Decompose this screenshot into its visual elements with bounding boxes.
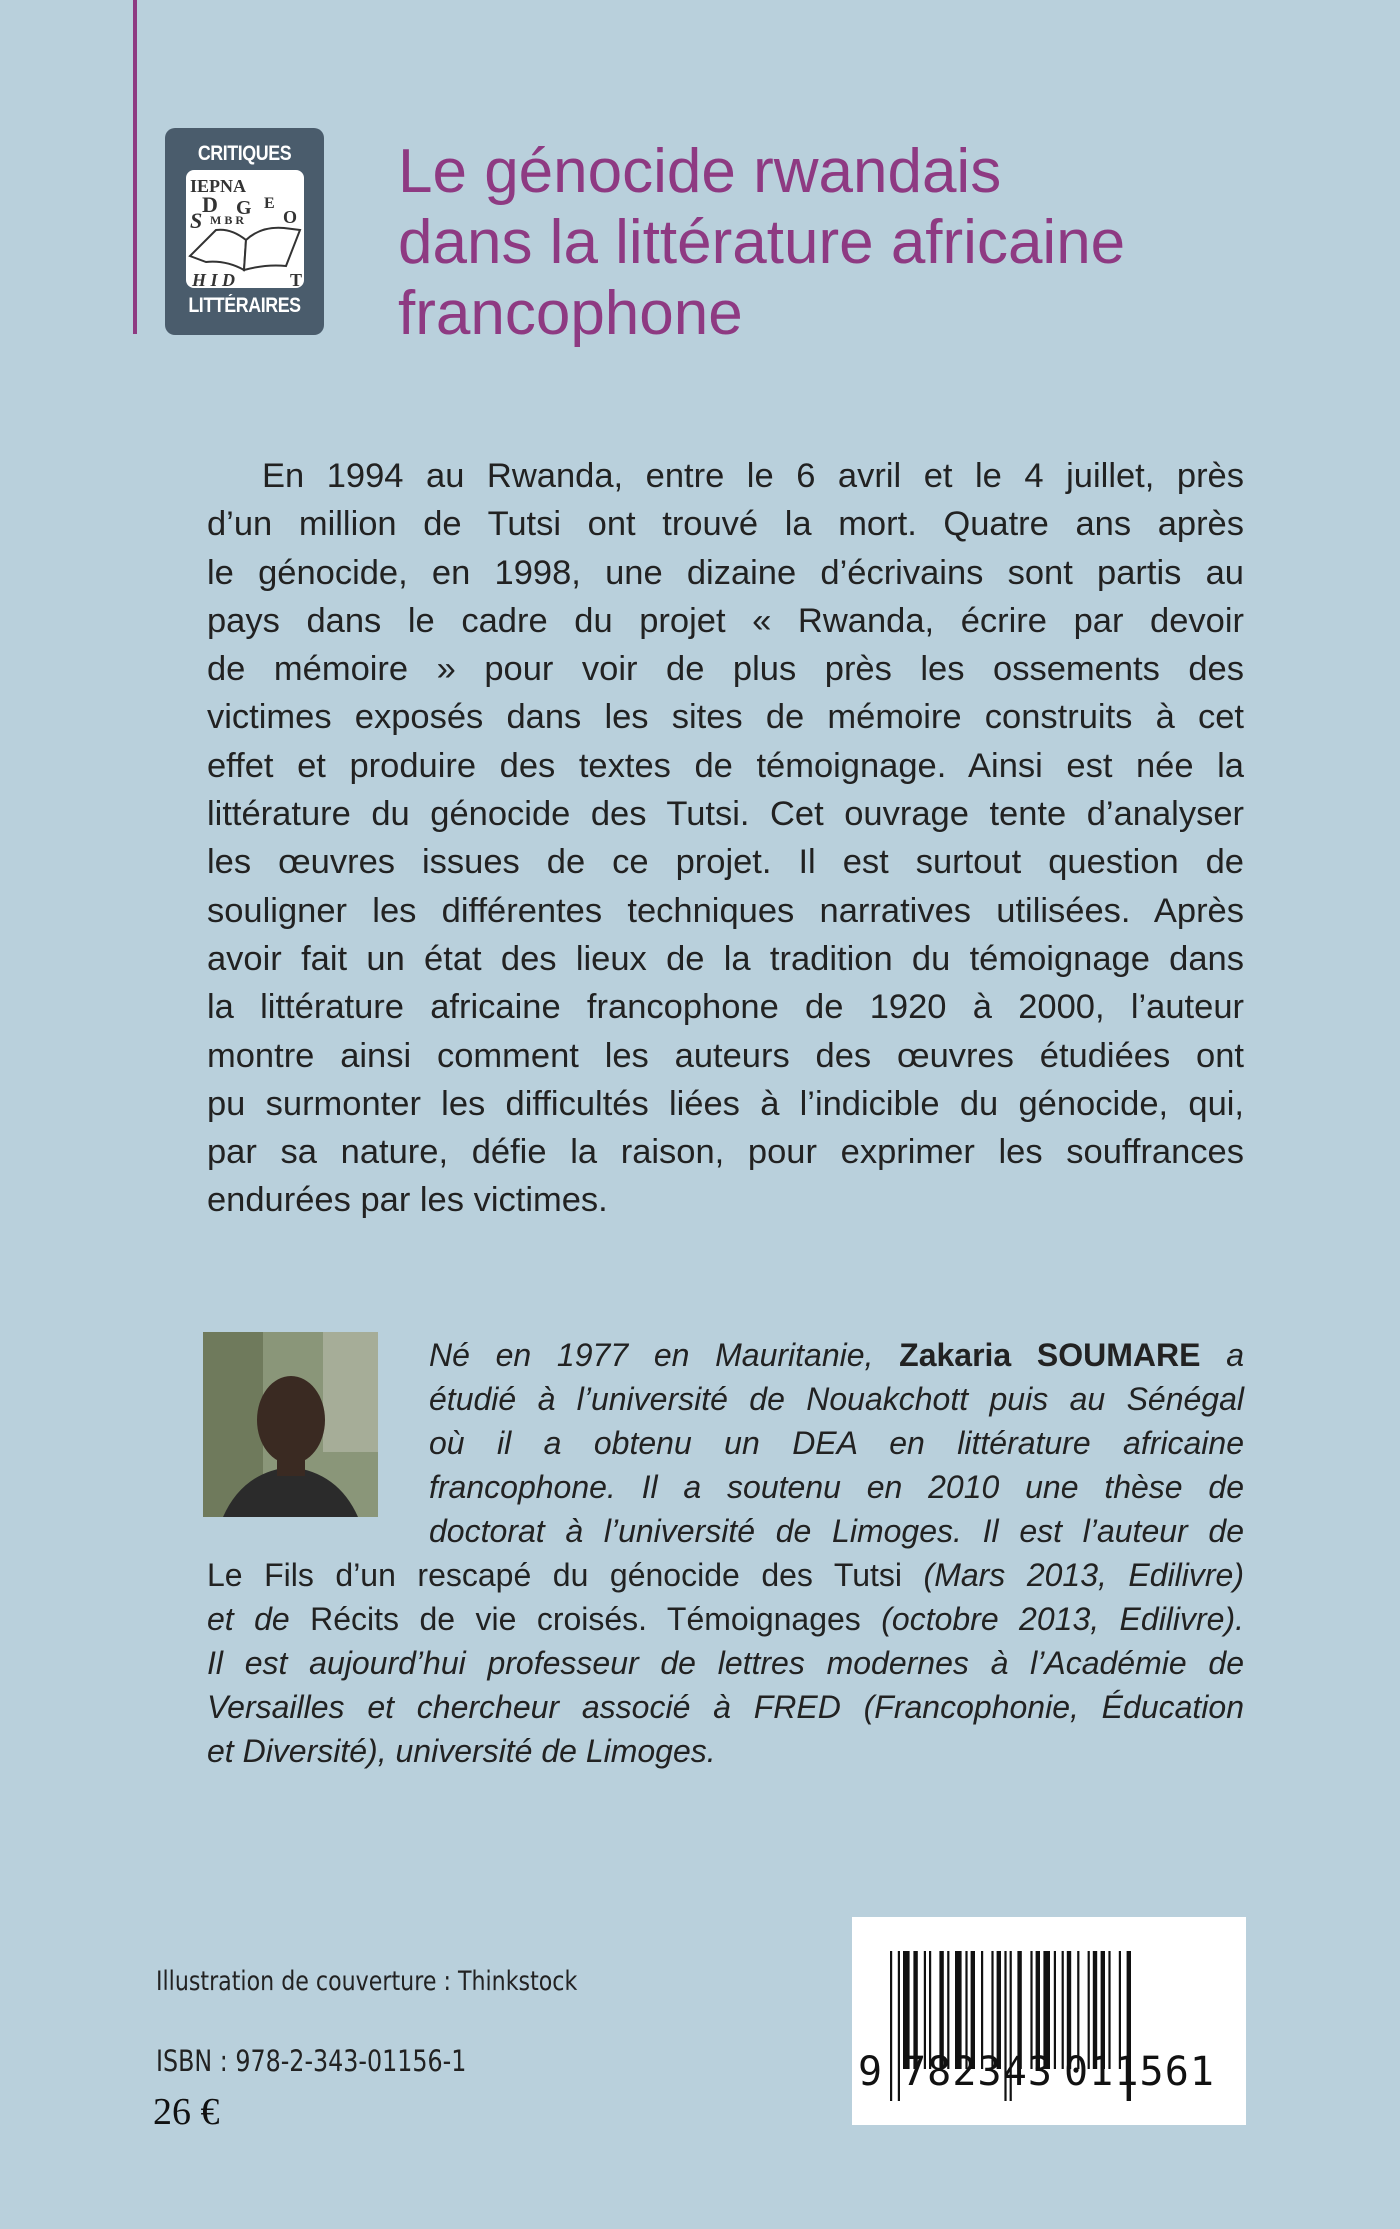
summary-line: pays dans le cadre du projet « Rwanda, écrire par devoir (207, 601, 1244, 640)
summary-line: la littérature africaine francophone de 1920 à 2000, l’auteur (207, 988, 1244, 1027)
summary-line: littérature du génocide des Tutsi. Cet ouvrage tente d’analyser (207, 795, 1244, 834)
barcode-bar (890, 1951, 892, 2101)
author-name: Zakaria SOUMARE (899, 1337, 1201, 1373)
svg-text:E: E (263, 195, 275, 212)
summary-line: les œuvres issues de ce projet. Il est surtout question de (207, 843, 1244, 882)
summary-line: souligner les différentes techniques narratives utilisées. Après (207, 891, 1244, 930)
price: 26 € (153, 2091, 220, 2133)
title-line: dans la littérature africaine (398, 208, 1126, 277)
bio-line: francophone. Il a soutenu en 2010 une thèse de (429, 1469, 1244, 1505)
author-bio-top (429, 1333, 1244, 1553)
svg-text:IEPNA: IEPNA (189, 176, 246, 196)
svg-text:H I D: H I D (191, 270, 235, 288)
book-title-2: Récits de vie croisés. Témoignages (310, 1601, 861, 1637)
accent-rule (133, 0, 137, 334)
summary-line: victimes exposés dans les sites de mémoire construits à cet (207, 698, 1244, 737)
svg-text:S: S (189, 208, 202, 233)
book-title (398, 136, 1125, 349)
bio-line: Il est aujourd’hui professeur de lettres modernes à l’Académie de (207, 1645, 1244, 1681)
series-logo-bottom: LITTÉRAIRES (188, 294, 301, 317)
summary-line: montre ainsi comment les auteurs des œuvres étudiées ont (207, 1036, 1244, 1075)
book-title-1: Le Fils d’un rescapé du génocide des Tutsi (207, 1557, 903, 1593)
summary-line: le génocide, en 1998, une dizaine d’écrivains sont partis au (207, 553, 1244, 592)
summary-line: par sa nature, défie la raison, pour exprimer les souffrances (207, 1133, 1244, 1172)
open-book-icon (186, 170, 304, 288)
bio-line: doctorat à l’université de Limoges. Il est l’auteur de (429, 1513, 1244, 1549)
bio-text: a (1200, 1337, 1245, 1373)
illustration-credit: Illustration de couverture : Thinkstock (156, 1966, 578, 1997)
summary-line: endurées par les victimes. (207, 1181, 608, 1220)
bio-line: et Diversité), université de Limoges. (207, 1733, 716, 1769)
barcode-digits-right: 011561 (1064, 2049, 1214, 2095)
isbn: ISBN : 978-2-343-01156-1 (156, 2044, 467, 2078)
bio-line: Versailles et chercheur associé à FRED (Francophonie, Éducation (207, 1689, 1244, 1725)
summary-line: avoir fait un état des lieux de la tradition du témoignage dans (207, 939, 1244, 978)
bio-text: et de (207, 1601, 311, 1637)
barcode-digit-first: 9 (858, 2049, 883, 2095)
summary-line: de mémoire » pour voir de plus près les ossements des (207, 650, 1244, 689)
bio-text: Né en 1977 en Mauritanie, (429, 1337, 900, 1373)
barcode-digits-left: 782343 (902, 2049, 1052, 2095)
barcode-bar (1054, 1951, 1056, 2069)
summary-line: pu surmonter les difficultés liées à l’indicible du génocide, qui, (207, 1084, 1244, 1123)
barcode-bar (898, 1951, 900, 2101)
title-line: Le génocide rwandais (398, 137, 1002, 206)
author-photo (203, 1332, 378, 1517)
bio-text: (Mars 2013, Edilivre) (902, 1557, 1245, 1593)
title-line: francophone (398, 279, 743, 348)
svg-text:M B R: M B R (209, 213, 244, 227)
bio-line: où il a obtenu un DEA en littérature africaine (429, 1425, 1244, 1461)
barcode (852, 1917, 1246, 2125)
author-bio-bottom (207, 1553, 1244, 1773)
series-logo-top: CRITIQUES (197, 142, 292, 165)
svg-text:O: O (282, 207, 297, 227)
summary-paragraph (207, 452, 1244, 1225)
svg-text:D: D (201, 192, 218, 217)
svg-text:T: T (289, 270, 302, 288)
svg-text:G: G (235, 197, 252, 219)
bio-line: étudié à l’université de Nouakchott puis au Sénégal (429, 1381, 1244, 1417)
summary-line: En 1994 au Rwanda, entre le 6 avril et le 4 juillet, près (262, 457, 1244, 495)
summary-line: effet et produire des textes de témoignage. Ainsi est née la (207, 746, 1244, 785)
series-logo (165, 128, 324, 335)
bio-text: (octobre 2013, Edilivre). (860, 1601, 1245, 1637)
summary-line: d’un million de Tutsi ont trouvé la mort. Quatre ans après (207, 505, 1244, 544)
